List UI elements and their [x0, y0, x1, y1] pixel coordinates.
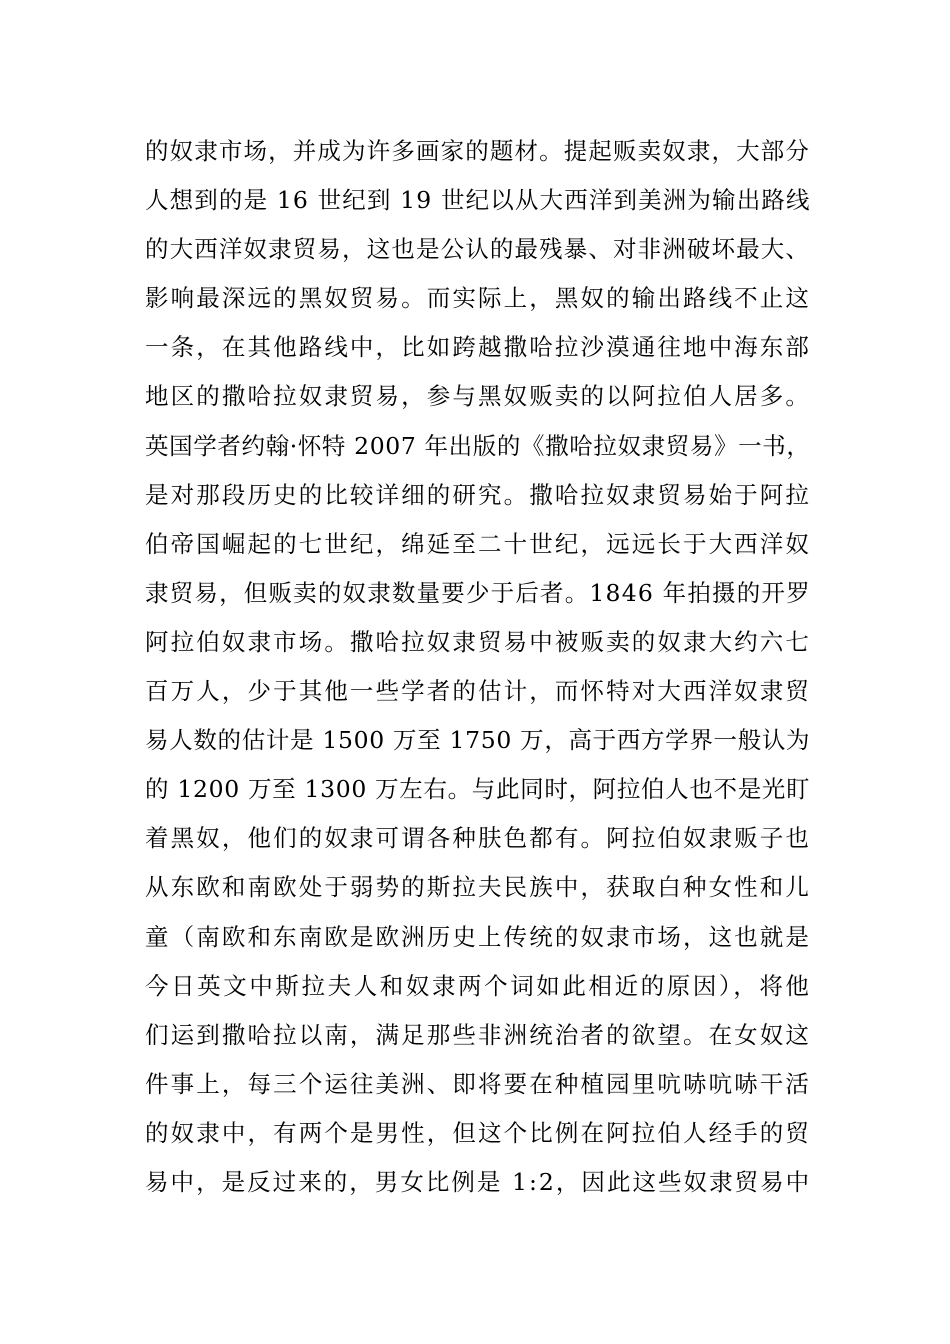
body-text [145, 127, 810, 1207]
text-line: 隶贸易，但贩卖的奴隶数量要少于后者。1846 年拍摄的开罗 [145, 578, 811, 607]
text-line: 的 1200 万至 1300 万左右。与此同时，阿拉伯人也不是光盯 [145, 775, 811, 804]
text-line: 的大西洋奴隶贸易，这也是公认的最残暴、对非洲破坏最大、 [145, 235, 811, 264]
text-line: 英国学者约翰·怀特 2007 年出版的《撒哈拉奴隶贸易》一书， [145, 431, 811, 460]
text-line: 百万人，少于其他一些学者的估计，而怀特对大西洋奴隶贸 [145, 677, 812, 706]
text-line: 从东欧和南欧处于弱势的斯拉夫民族中，获取白种女性和儿 [145, 873, 812, 902]
text-line: 童（南欧和东南欧是欧洲历史上传统的奴隶市场，这也就是 [145, 922, 812, 951]
text-line: 们运到撒哈拉以南，满足那些非洲统治者的欲望。在女奴这 [145, 1020, 812, 1049]
text-line: 易中，是反过来的，男女比例是 1:2，因此这些奴隶贸易中 [145, 1167, 812, 1196]
text-line: 今日英文中斯拉夫人和奴隶两个词如此相近的原因），将他 [145, 971, 812, 1000]
text-line: 的奴隶中，有两个是男性，但这个比例在阿拉伯人经手的贸 [145, 1118, 812, 1147]
text-line: 是对那段历史的比较详细的研究。撒哈拉奴隶贸易始于阿拉 [145, 480, 812, 509]
text-line: 一条，在其他路线中，比如跨越撒哈拉沙漠通往地中海东部 [145, 333, 812, 362]
text-line: 影响最深远的黑奴贸易。而实际上，黑奴的输出路线不止这 [145, 284, 812, 313]
text-line: 的奴隶市场，并成为许多画家的题材。提起贩卖奴隶，大部分 [145, 137, 811, 165]
text-line: 易人数的估计是 1500 万至 1750 万，高于西方学界一般认为 [145, 726, 811, 755]
text-line: 阿拉伯奴隶市场。撒哈拉奴隶贸易中被贩卖的奴隶大约六七 [145, 627, 812, 656]
text-line: 人想到的是 16 世纪到 19 世纪以从大西洋到美洲为输出路线 [145, 186, 811, 215]
text-line: 件事上，每三个运往美洲、即将要在种植园里吭哧吭哧干活 [145, 1069, 812, 1098]
text-line: 着黑奴，他们的奴隶可谓各种肤色都有。阿拉伯奴隶贩子也 [145, 824, 812, 853]
text-line: 地区的撒哈拉奴隶贸易，参与黑奴贩卖的以阿拉伯人居多。 [145, 382, 812, 411]
text-line: 伯帝国崛起的七世纪，绵延至二十世纪，远远长于大西洋奴 [145, 529, 812, 558]
